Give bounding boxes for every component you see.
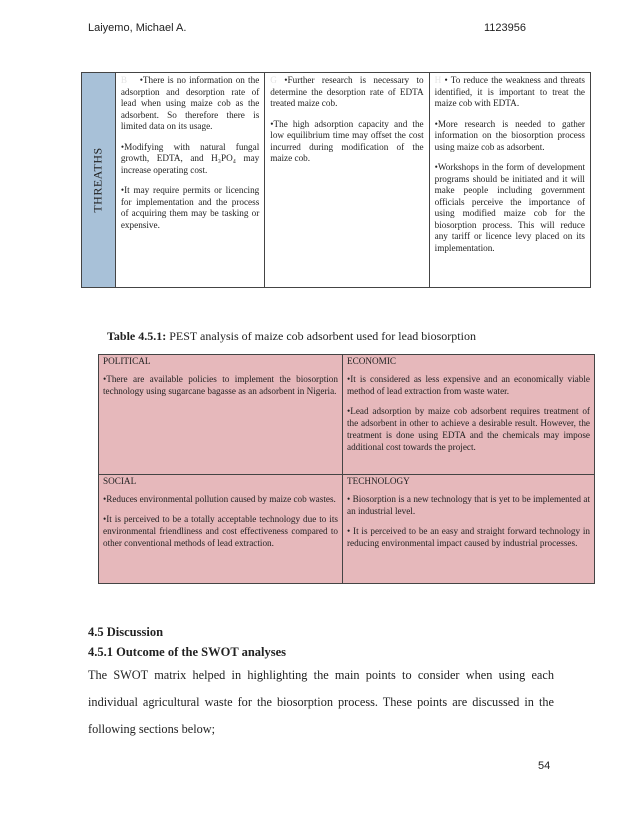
swot-cell-paragraph: H • To reduce the weakness and threats identified, it is important to treat the maize cob with EDTA. <box>434 75 586 108</box>
swot-cell-paragraph: •More research is needed to gather information on the biosorption process using maize cob as adsorbent. <box>434 118 585 152</box>
swot-cell-paragraph: •The high adsorption capacity and the low equilibrium time may offset the cost incurred during modification of the maize cob. <box>270 118 424 163</box>
swot-row-label <box>82 73 116 287</box>
pest-cell-economic <box>343 355 594 475</box>
pest-cell-paragraph: •Reduces environmental pollution caused by maize cob wastes. <box>103 493 336 504</box>
pest-cell-paragraph: • Biosorption is a new technology that is yet to be implemented at an industrial level. <box>347 493 590 516</box>
table-caption <box>107 329 476 344</box>
swot-cell-g <box>265 73 429 287</box>
subsection-heading: 4.5.1 Outcome of the SWOT analyses <box>88 645 287 659</box>
swot-cell-lead: G <box>270 75 277 85</box>
pest-table <box>98 354 595 584</box>
page-number: 54 <box>538 760 551 772</box>
swot-threats-table <box>81 72 591 288</box>
swot-row-label-text: THREATHS <box>90 147 105 213</box>
swot-cell-paragraph: •Workshops in the form of development programs should be initiated and it will make people including government officials perceive the importance of using modified maize cob for the biosorption process. This will reduce any tariff or licence levy placed on its implementation. <box>434 162 585 253</box>
pest-cell-title: ECONOMIC <box>347 356 397 366</box>
pest-cell-paragraph: •It is perceived to be a totally acceptable technology due to its environmental friendliness and cost effectiveness compared to other conventional methods of lead extraction. <box>103 513 338 548</box>
swot-cell-lead: B <box>120 75 127 85</box>
pest-cell-title: TECHNOLOGY <box>347 476 410 486</box>
swot-cell-paragraph: •Modifying with natural fungal growth, EDTA, and H₃PO₄ may increase operating cost. <box>120 141 260 175</box>
table-caption-text: PEST analysis of maize cob adsorbent used for lead biosorption <box>166 329 476 343</box>
student-id: 1123956 <box>484 22 527 34</box>
author-name: Laiyemo, Michael A. <box>88 22 187 34</box>
swot-cell-paragraph: G •Further research is necessary to determine the desorption rate of EDTA treated maize cob. <box>270 75 424 108</box>
discussion-paragraph: The SWOT matrix helped in highlighting the main points to consider when using each individual agricultural waste for the biosorption process. These points are discussed in the following sections below; <box>88 668 554 736</box>
pest-cell-paragraph: •It is considered as less expensive and an economically viable method of lead extraction from waste water. <box>347 373 590 396</box>
swot-cell-b <box>116 73 265 287</box>
pest-cell-social <box>99 475 343 583</box>
swot-cell-h <box>430 73 590 287</box>
pest-cell-paragraph: •Lead adsorption by maize cob adsorbent requires treatment of the adsorbent in other to achieve a desirable result. However, the treatment is done using EDTA and the chemicals may impose additional cost towards the project. <box>347 405 590 452</box>
pest-cell-political <box>99 355 343 475</box>
swot-cell-lead: H <box>434 75 442 85</box>
pest-cell-paragraph: •There are available policies to implement the biosorption technology using sugarcane bagasse as an adsorbent in Nigeria. <box>103 373 338 396</box>
swot-cell-paragraph: B •There is no information on the adsorption and desorption rate of lead when using maize cob as the adsorbent. So therefore there is limited data on its usage. <box>120 75 260 131</box>
table-caption-label: Table 4.5.1: <box>107 329 167 343</box>
swot-cell-paragraph: •It may require permits or licencing for implementation and the process of acquiring them may be tasking or expensive. <box>120 185 260 230</box>
section-heading: 4.5 Discussion <box>88 625 164 639</box>
pest-cell-paragraph: • It is perceived to be an easy and straight forward technology in reducing environmental impact caused by industrial processes. <box>347 525 590 548</box>
pest-cell-title: SOCIAL <box>103 476 137 486</box>
pest-cell-title: POLITICAL <box>103 356 151 366</box>
pest-cell-technology <box>343 475 594 583</box>
